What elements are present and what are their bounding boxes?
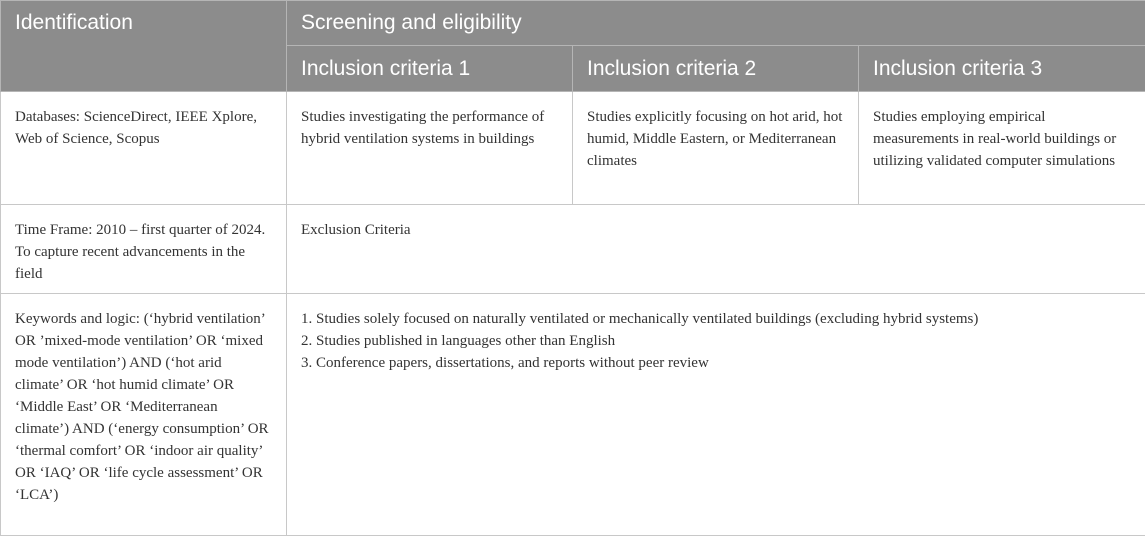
inclusion-2-cell: Studies explicitly focusing on hot arid, hot humid, Middle Eastern, or Mediterranean climates xyxy=(573,92,859,205)
time-frame-cell: Time Frame: 2010 – first quarter of 2024. To capture recent advancements in the field xyxy=(1,205,287,294)
keywords-cell: Keywords and logic: (‘hybrid ventilation’ OR ’mixed-mode ventilation’ OR ‘mixed mode ventilation’) AND (‘hot arid climate’ OR ‘hot humid climate’ OR ‘Middle East’ OR ‘Mediterranean climate’) AND (‘energy consumption’ OR ‘thermal comfort’ OR ‘indoor air quality’ OR ‘IAQ’ OR ‘life cycle assessment’ OR ‘LCA’) xyxy=(1,294,287,536)
table-row xyxy=(1,205,1145,294)
header-inclusion-criteria-1: Inclusion criteria 1 xyxy=(287,46,573,92)
header-inclusion-criteria-2: Inclusion criteria 2 xyxy=(573,46,859,92)
exclusion-criteria-list xyxy=(301,308,1131,374)
exclusion-criteria-cell xyxy=(287,294,1145,536)
exclusion-item-1: 1. Studies solely focused on naturally ventilated or mechanically ventilated buildings (excluding hybrid systems) xyxy=(301,308,1131,330)
inclusion-3-cell: Studies employing empirical measurements in real-world buildings or utilizing validated computer simulations xyxy=(859,92,1145,205)
exclusion-item-3: 3. Conference papers, dissertations, and reports without peer review xyxy=(301,352,1131,374)
table-row xyxy=(1,92,1145,205)
header-screening-eligibility: Screening and eligibility xyxy=(287,1,1145,46)
exclusion-criteria-label: Exclusion Criteria xyxy=(287,205,1145,294)
inclusion-1-cell: Studies investigating the performance of hybrid ventilation systems in buildings xyxy=(287,92,573,205)
table-row xyxy=(1,294,1145,536)
header-identification: Identification xyxy=(1,1,287,92)
header-inclusion-criteria-3: Inclusion criteria 3 xyxy=(859,46,1145,92)
databases-cell: Databases: ScienceDirect, IEEE Xplore, Web of Science, Scopus xyxy=(1,92,287,205)
exclusion-item-2: 2. Studies published in languages other than English xyxy=(301,330,1131,352)
